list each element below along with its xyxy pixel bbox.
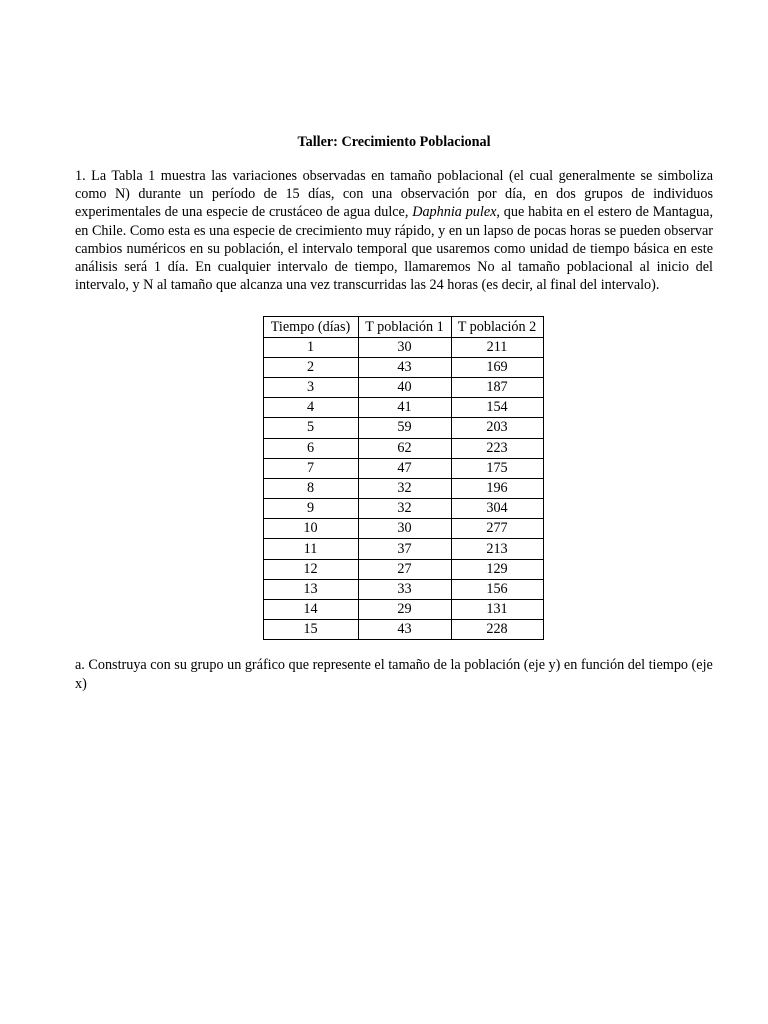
intro-text-part1: 1. La Tabla 1 muestra las variaciones observadas en tamaño poblacional (el cual generalmente se simboliza como N) durante un período de 15 días, con una observación por día, en dos grupos de individuos experimentales de una especie de crustáceo de agua dulce, xyxy=(75,168,713,221)
table-row xyxy=(263,519,543,539)
document-page xyxy=(75,134,713,707)
cell-poblacion-1: 59 xyxy=(358,418,451,438)
cell-poblacion-1: 33 xyxy=(358,579,451,599)
cell-poblacion-2: 156 xyxy=(451,579,543,599)
table-row xyxy=(263,438,543,458)
table-row xyxy=(263,499,543,519)
cell-tiempo: 12 xyxy=(263,559,358,579)
cell-poblacion-2: 129 xyxy=(451,559,543,579)
table-row xyxy=(263,458,543,478)
cell-poblacion-2: 277 xyxy=(451,519,543,539)
cell-tiempo: 6 xyxy=(263,438,358,458)
header-poblacion-1: T población 1 xyxy=(358,317,451,337)
population-table xyxy=(263,316,544,640)
header-poblacion-2: T población 2 xyxy=(451,317,543,337)
document-title: Taller: Crecimiento Poblacional xyxy=(297,134,491,150)
table-row xyxy=(263,579,543,599)
table-row xyxy=(263,478,543,498)
cell-tiempo: 10 xyxy=(263,519,358,539)
table-row xyxy=(263,559,543,579)
cell-poblacion-1: 27 xyxy=(358,559,451,579)
table-container xyxy=(75,316,713,640)
table-row xyxy=(263,337,543,357)
cell-poblacion-2: 211 xyxy=(451,337,543,357)
cell-tiempo: 8 xyxy=(263,478,358,498)
cell-poblacion-2: 196 xyxy=(451,478,543,498)
cell-poblacion-1: 32 xyxy=(358,499,451,519)
cell-poblacion-1: 41 xyxy=(358,398,451,418)
cell-poblacion-2: 175 xyxy=(451,458,543,478)
table-row xyxy=(263,539,543,559)
table-row xyxy=(263,600,543,620)
intro-text-part2: , que habita en el estero de Mantagua, en Chile. Como esta es una especie de crecimiento muy rápido, y en un lapso de pocas horas se pueden observar cambios numéricos en su población, el intervalo temporal que usaremos como unidad de tiempo básica en este análisis será 1 día. En cualquier intervalo de tiempo, llamaremos No al tamaño poblacional al inicio del intervalo, y N al tamaño que alcanza una vez transcurridas las 24 horas (es decir, al final del intervalo). xyxy=(75,204,713,294)
cell-tiempo: 15 xyxy=(263,620,358,640)
cell-tiempo: 7 xyxy=(263,458,358,478)
cell-tiempo: 4 xyxy=(263,398,358,418)
cell-poblacion-1: 37 xyxy=(358,539,451,559)
cell-poblacion-1: 29 xyxy=(358,600,451,620)
cell-poblacion-1: 43 xyxy=(358,357,451,377)
cell-tiempo: 9 xyxy=(263,499,358,519)
cell-tiempo: 1 xyxy=(263,337,358,357)
cell-poblacion-1: 62 xyxy=(358,438,451,458)
table-row xyxy=(263,377,543,397)
table-row xyxy=(263,418,543,438)
cell-poblacion-1: 32 xyxy=(358,478,451,498)
header-tiempo: Tiempo (días) xyxy=(263,317,358,337)
table-body xyxy=(263,337,543,640)
table-row xyxy=(263,398,543,418)
cell-tiempo: 14 xyxy=(263,600,358,620)
cell-poblacion-1: 47 xyxy=(358,458,451,478)
cell-poblacion-1: 30 xyxy=(358,337,451,357)
intro-paragraph xyxy=(75,167,713,294)
cell-poblacion-2: 228 xyxy=(451,620,543,640)
cell-poblacion-1: 30 xyxy=(358,519,451,539)
cell-tiempo: 11 xyxy=(263,539,358,559)
cell-tiempo: 2 xyxy=(263,357,358,377)
table-row xyxy=(263,357,543,377)
cell-poblacion-2: 203 xyxy=(451,418,543,438)
table-header-row xyxy=(263,317,543,337)
cell-poblacion-1: 40 xyxy=(358,377,451,397)
species-name: Daphnia pulex xyxy=(412,204,497,221)
cell-tiempo: 5 xyxy=(263,418,358,438)
cell-poblacion-2: 213 xyxy=(451,539,543,559)
cell-poblacion-2: 223 xyxy=(451,438,543,458)
cell-poblacion-2: 131 xyxy=(451,600,543,620)
cell-tiempo: 13 xyxy=(263,579,358,599)
cell-poblacion-2: 154 xyxy=(451,398,543,418)
cell-poblacion-2: 304 xyxy=(451,499,543,519)
question-a: a. Construya con su grupo un gráfico que represente el tamaño de la población (eje y) en función del tiempo (eje x) xyxy=(75,657,713,692)
cell-poblacion-1: 43 xyxy=(358,620,451,640)
cell-tiempo: 3 xyxy=(263,377,358,397)
table-row xyxy=(263,620,543,640)
cell-poblacion-2: 169 xyxy=(451,357,543,377)
cell-poblacion-2: 187 xyxy=(451,377,543,397)
